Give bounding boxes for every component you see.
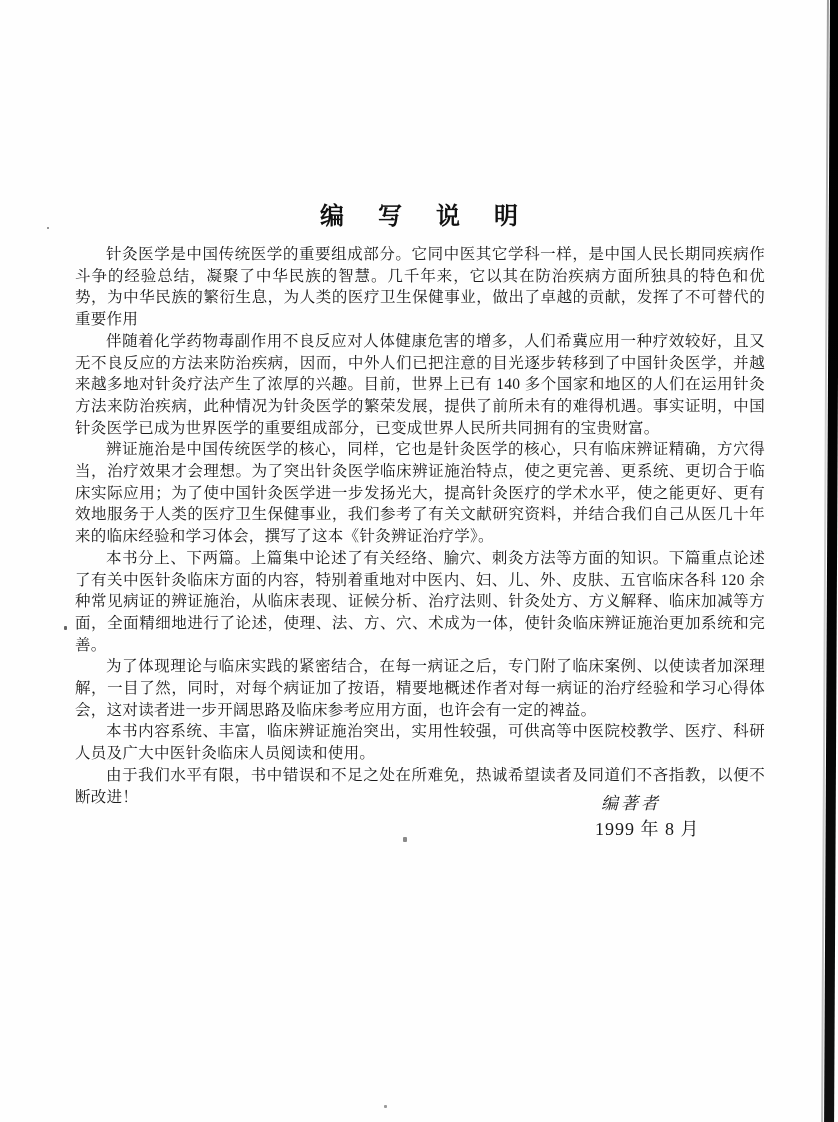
- scan-speck: [47, 227, 49, 229]
- scan-edge-artifact: [824, 0, 838, 1122]
- paragraph: 为了体现理论与临床实践的紧密结合，在每一病证之后，专门附了临床案例、以使读者加深理解，一目了然，同时，对每个病证加了按语，精要地概述作者对每一病证的治疗经验和学习心得体会，这对读者进一步开阔思路及临床参考应用方面，也许会有一定的裨益。: [75, 658, 765, 719]
- publication-date: 1999 年 8 月: [595, 819, 700, 839]
- paragraph: 辨证施治是中国传统医学的核心，同样，它也是针灸医学的核心，只有临床辨证精确，方穴得当，治疗效果才会理想。为了突出针灸医学临床辨证施治特点，使之更完善、更系统、更切合于临床实际应用；为了使中国针灸医学进一步发扬光大，提高针灸医疗的学术水平，使之能更好、更有效地服务于人类的医疗卫生保健事业，我们参考了有关文献研究资料，并结合我们自己从医几十年来的临床经验和学习体会，撰写了这本《针灸辨证治疗学》。: [75, 441, 765, 546]
- page-title: 编 写 说 明: [320, 204, 532, 231]
- paragraph: 伴随着化学药物毒副作用不良反应对人体健康危害的增多，人们希冀应用一种疗效较好，且又无不良反应的方法来防治疾病，因而，中外人们已把注意的目光逐步转移到了中国针灸医学，并越来越多地对针灸疗法产生了浓厚的兴趣。目前，世界上已有 140 多个国家和地区的人们在运用针灸方法来防治疾病，此种情况为针灸医学的繁荣发展，提供了前所未有的难得机遇。事实证明，中国针灸医学已成为世界医学的重要组成部分，已变成世界人民所共同拥有的宝贵财富。: [75, 332, 765, 437]
- scan-speck: [64, 626, 67, 630]
- paragraph: 本书分上、下两篇。上篇集中论述了有关经络、腧穴、刺灸方法等方面的知识。下篇重点论述了有关中医针灸临床方面的内容，特别着重地对中医内、妇、儿、外、皮肤、五官临床各科 120 余种常见病证的辨证施治，从临床表现、证候分析、治疗法则、针灸处方、方义解释、临床加减等方面，全面精细地进行了论述，使理、法、方、穴、术成为一体，使针灸临床辨证施治更加系统和完善。: [75, 549, 765, 654]
- preface-body: [75, 244, 765, 808]
- author-signature: 编著者: [601, 794, 661, 813]
- scan-speck: [384, 1105, 387, 1108]
- scan-speck: [403, 837, 407, 842]
- paragraph: 针灸医学是中国传统医学的重要组成部分。它同中医其它学科一样，是中国人民长期同疾病作斗争的经验总结，凝聚了中华民族的智慧。几千年来，它以其在防治疾病方面所独具的特色和优势，为中华民族的繁衍生息，为人类的医疗卫生保健事业，做出了卓越的贡献，发挥了不可替代的重要作用: [75, 246, 765, 329]
- paragraph: 由于我们水平有限，书中错误和不足之处在所难免，热诚希望读者及同道们不吝指教，以便不断改进！: [75, 766, 765, 806]
- paragraph: 本书内容系统、丰富，临床辨证施治突出，实用性较强，可供高等中医院校教学、医疗、科研人员及广大中医针灸临床人员阅读和使用。: [75, 723, 765, 763]
